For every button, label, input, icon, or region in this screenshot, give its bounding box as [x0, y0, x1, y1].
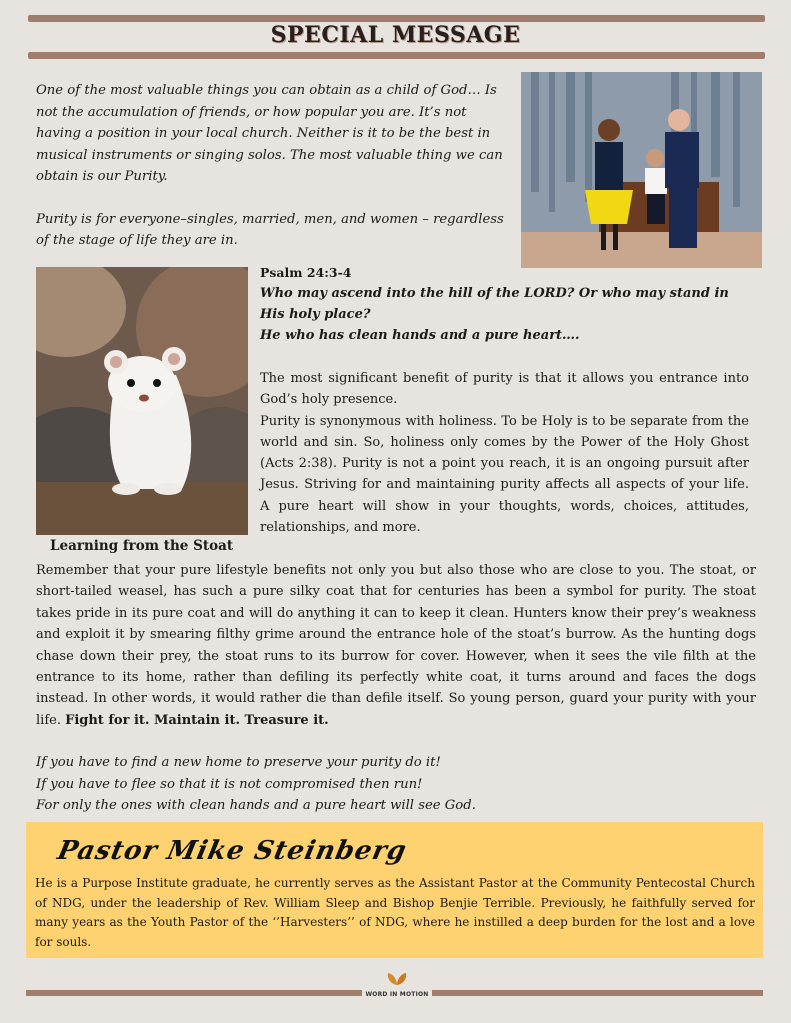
- word-in-motion-logo: [362, 970, 432, 1002]
- stoat-photo: [36, 267, 248, 535]
- intro-paragraph-1: One of the most valuable things you can obtain as a child of God… Is not the accumulation of friends, or how popular you are. It’s not having a position in your local church. Neither is it to be the best in musical instruments or singing solos. The most valuable thing we can obtain is our Purity.: [36, 83, 503, 184]
- closing-line-1: If you have to find a new home to preserve your purity do it!: [36, 755, 441, 770]
- closing-section: [36, 752, 756, 817]
- stoat-lesson-paragraph: [36, 560, 756, 731]
- closing-line-2: If you have to flee so that it is not compromised then run!: [36, 776, 423, 792]
- leaf-icon: [382, 970, 412, 986]
- logo-text: WORD IN MOTION: [365, 991, 429, 998]
- footer-rule-left: [26, 990, 362, 996]
- family-photo: [521, 72, 762, 268]
- scripture-verse-2: He who has clean hands and a pure heart….: [260, 328, 580, 343]
- closing-line-3: For only the ones with clean hands and a pure heart will see God.: [36, 798, 476, 813]
- author-signature: Pastor Mike Steinberg: [54, 836, 410, 866]
- header-top-rule: [28, 15, 765, 22]
- author-bio-text: He is a Purpose Institute graduate, he currently serves as the Assistant Pastor at the Community Pentecostal Church of NDG, under the leadership of Rev. William Sleep and Bishop Benjie Terrible. Previously, he faithfully served for many years as the Youth Pastor of the ‘’Harvesters’’ of NDG, where he instilled a deep burden for the lost and a love for souls.: [35, 876, 755, 949]
- intro-section: [36, 80, 512, 252]
- scripture-verse-1: Who may ascend into the hill of the LORD? Or who may stand in His holy place?: [260, 286, 729, 322]
- page-title: SPECIAL MESSAGE: [270, 22, 521, 48]
- intro-paragraph-2: Purity is for everyone–singles, married, men, and women – regardless of the stage of life they are in.: [36, 211, 504, 248]
- benefit-paragraph-1: The most significant benefit of purity is that it allows you entrance into God’s holy presence.: [260, 371, 749, 408]
- purity-benefit-section: [260, 368, 749, 538]
- scripture-block: [260, 263, 750, 346]
- footer-rule-right: [432, 990, 763, 996]
- stoat-lesson-emphasis: Fight for it. Maintain it. Treasure it.: [65, 712, 329, 728]
- scripture-reference: Psalm 24:3-4: [260, 265, 352, 280]
- stoat-caption: Learning from the Stoat: [50, 538, 234, 554]
- benefit-paragraph-2: Purity is synonymous with holiness. To be Holy is to be separate from the world and sin. So, holiness only comes by the Power of the Holy Ghost (Acts 2:38). Purity is not a point you reach, it is an ongoing pursuit after Jesus. Striving for and maintaining purity affects all aspects of your life. A pure heart will show in your thoughts, words, choices, attitudes, relationships, and more.: [260, 413, 749, 536]
- stoat-lesson-body: Remember that your pure lifestyle benefits not only you but also those who are close to you. The stoat, or short-tailed weasel, has such a pure silky coat that for centuries has been a symbol for purity. The stoat takes pride in its pure coat and will do anything it can to keep it clean. Hunters know their prey’s weakness and exploit it by smearing filthy grime around the entrance hole of the stoat’s burrow. As the hunting dogs chase down their prey, the stoat runs to its burrow for cover. However, when it sees the vile filth at the entrance to its home, rather than defiling its perfectly white coat, it turns around and faces the dogs instead. In other words, it would rather die than defile itself. So young person, guard your purity with your life.: [36, 563, 756, 728]
- author-bio-box: [26, 822, 763, 958]
- header-bottom-rule: [28, 52, 765, 59]
